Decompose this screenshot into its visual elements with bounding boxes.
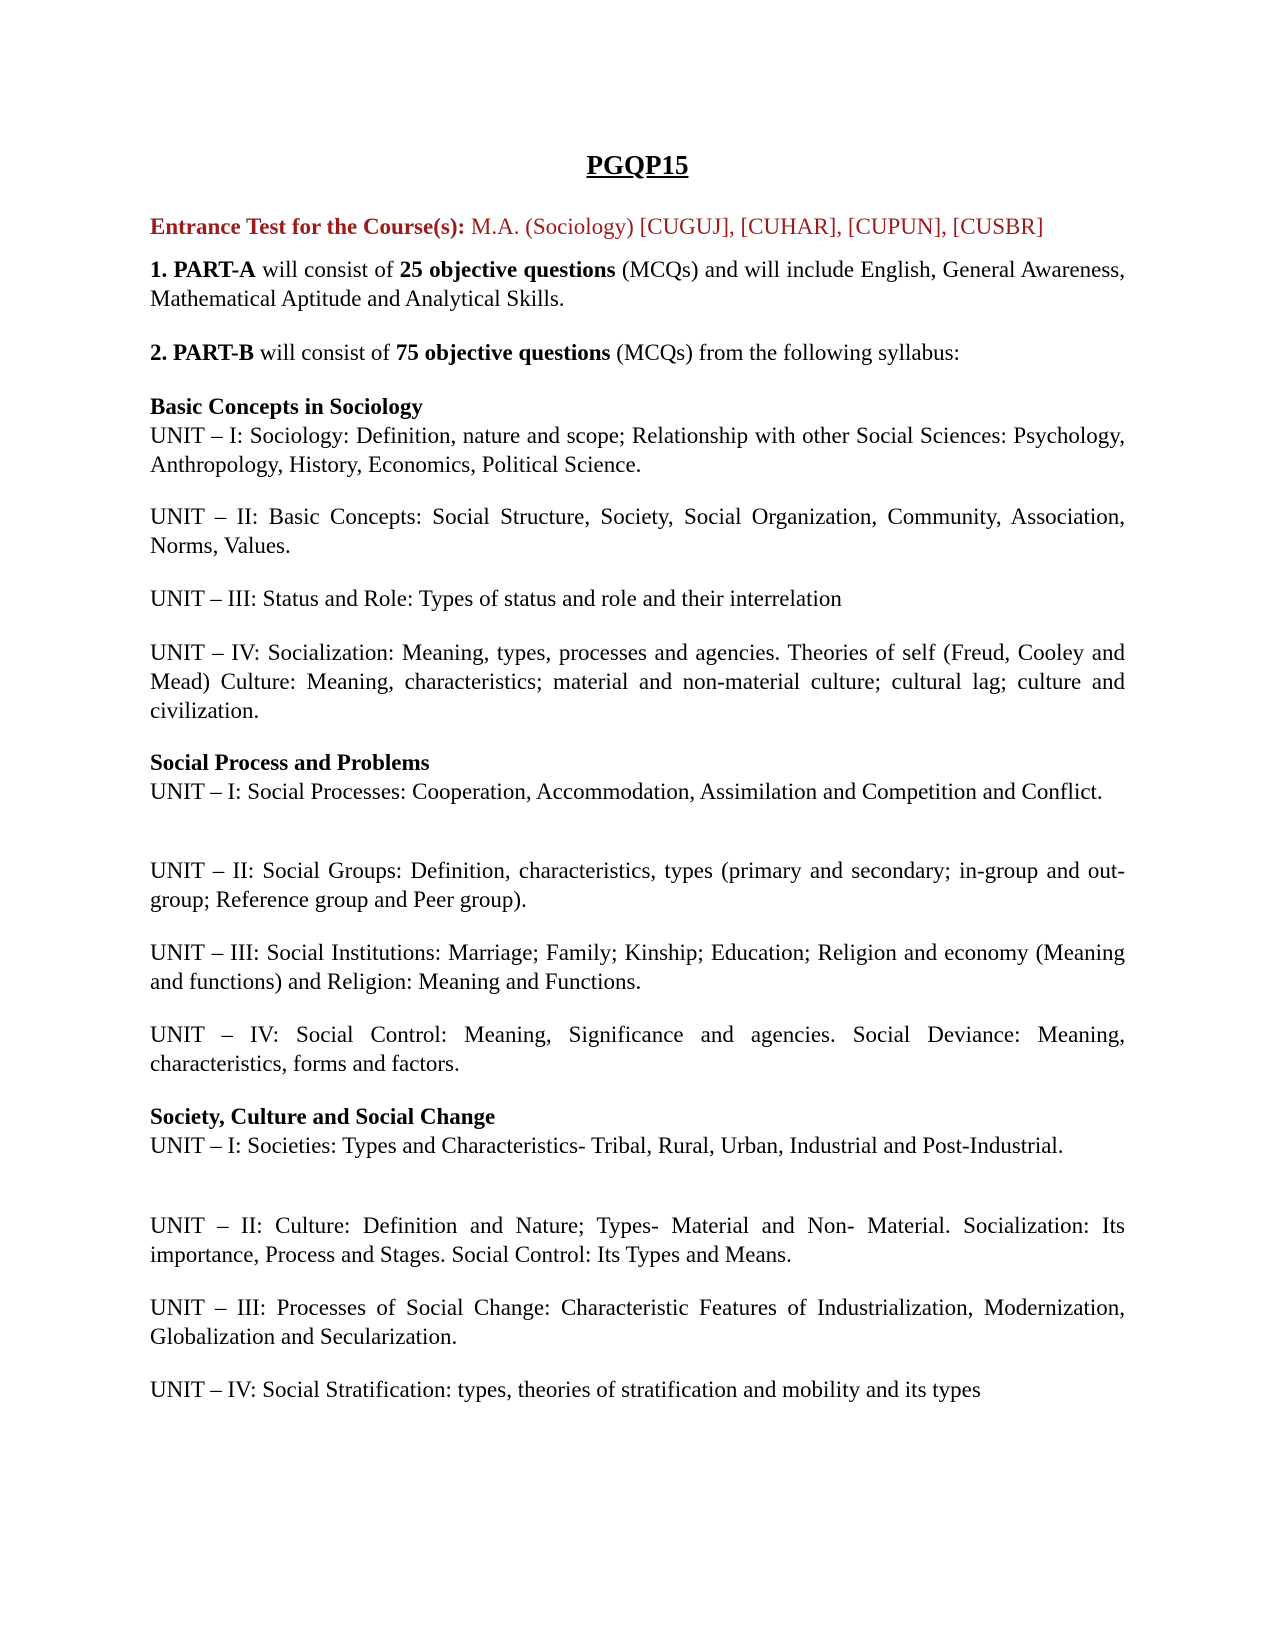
unit-paragraph: UNIT – IV: Social Control: Meaning, Significance and agencies. Social Deviance: Meaning, characteristics, forms and factors.: [150, 1022, 1125, 1076]
section-heading: Social Process and Problems: [150, 750, 430, 775]
unit-paragraph: UNIT – III: Status and Role: Types of status and role and their interrelation: [150, 586, 842, 611]
part-a-number: 1. PART-A: [150, 257, 256, 282]
page-title: PGQP15: [586, 150, 689, 180]
unit-paragraph: UNIT – I: Social Processes: Cooperation, Accommodation, Assimilation and Competition and Conflict.: [150, 779, 1103, 804]
unit-paragraph: UNIT – IV: Social Stratification: types, theories of stratification and mobility and its types: [150, 1377, 981, 1402]
unit-paragraph: UNIT – IV: Socialization: Meaning, types, processes and agencies. Theories of self (Freud, Cooley and Mead) Culture: Meaning, characteristics; material and non-material culture; cultural lag; culture and civilization.: [150, 640, 1125, 723]
unit-paragraph: UNIT – III: Social Institutions: Marriage; Family; Kinship; Education; Religion and economy (Meaning and functions) and Religion: Meaning and Functions.: [150, 940, 1125, 994]
unit-paragraph: UNIT – I: Sociology: Definition, nature and scope; Relationship with other Social Sciences: Psychology, Anthropology, History, Economics, Political Science.: [150, 423, 1125, 477]
unit-paragraph: UNIT – III: Processes of Social Change: Characteristic Features of Industrialization, Modernization, Globalization and Secularization.: [150, 1295, 1125, 1349]
part-b-number: 2. PART-B: [150, 340, 254, 365]
unit-paragraph: UNIT – II: Social Groups: Definition, characteristics, types (primary and secondary; in-group and out-group; Reference group and Peer group).: [150, 858, 1125, 912]
entrance-test-line: [150, 212, 1125, 241]
section-social-process: [150, 748, 1125, 806]
section-society-culture: [150, 1102, 1125, 1160]
part-a-text-1: will consist of: [262, 257, 394, 282]
part-a-paragraph: [150, 255, 1125, 313]
part-a-count: 25 objective questions: [399, 257, 616, 282]
part-b-paragraph: [150, 338, 1125, 367]
section-heading: Society, Culture and Social Change: [150, 1104, 496, 1129]
entrance-label: Entrance Test for the Course(s):: [150, 214, 466, 239]
part-a-text-2: (MCQs) and will include English, General Awareness, Mathematical Aptitude and Analytical Skills.: [150, 257, 1125, 311]
part-b-text-1: will consist of: [259, 340, 391, 365]
section-heading: Basic Concepts in Sociology: [150, 394, 423, 419]
part-b-text-2: (MCQs) from the following syllabus:: [616, 340, 960, 365]
unit-paragraph: UNIT – II: Basic Concepts: Social Structure, Society, Social Organization, Community, Association, Norms, Values.: [150, 504, 1125, 558]
part-b-count: 75 objective questions: [395, 340, 611, 365]
unit-paragraph: UNIT – II: Culture: Definition and Nature; Types- Material and Non- Material. Socialization: Its importance, Process and Stages. Social Control: Its Types and Means.: [150, 1213, 1125, 1267]
section-basic-concepts: [150, 392, 1125, 479]
unit-paragraph: UNIT – I: Societies: Types and Characteristics- Tribal, Rural, Urban, Industrial and Post-Industrial.: [150, 1133, 1064, 1158]
entrance-courses: M.A. (Sociology) [CUGUJ], [CUHAR], [CUPUN], [CUSBR]: [470, 214, 1044, 239]
